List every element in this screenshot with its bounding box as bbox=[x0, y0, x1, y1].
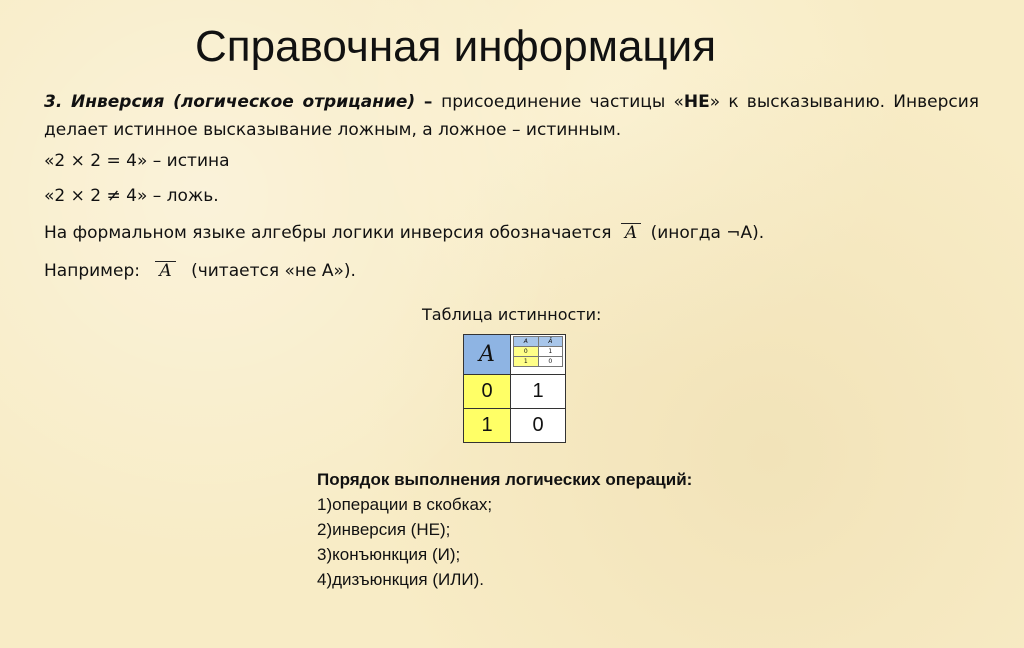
not-a-symbol: A bbox=[155, 261, 175, 280]
definition-text-1: присоединение частицы « bbox=[441, 92, 684, 112]
table-row bbox=[464, 375, 566, 409]
formal-notation-line bbox=[44, 223, 764, 243]
definition-ne: НЕ bbox=[683, 92, 710, 112]
list-item: 3)конъюнкция (И); bbox=[317, 545, 461, 564]
example-line bbox=[44, 261, 356, 281]
mini-cell: 0 bbox=[538, 357, 563, 367]
example-suffix: (читается «не А»). bbox=[191, 261, 356, 281]
table-header-a: A bbox=[464, 335, 511, 375]
formal-prefix: На формальном языке алгебры логики инверсия обозначается bbox=[44, 223, 612, 243]
definition-text-2: » к высказыванию. Инверсия делает истинное высказывание ложным, а ложное – истинным. bbox=[44, 92, 979, 140]
true-example: «2 × 2 = 4» – истина bbox=[44, 151, 230, 171]
truth-table bbox=[463, 334, 566, 443]
mini-cell: 1 bbox=[514, 357, 539, 367]
list-item: 1)операции в скобках; bbox=[317, 495, 493, 514]
false-example: «2 × 2 ≠ 4» – ложь. bbox=[44, 186, 219, 206]
example-prefix: Например: bbox=[44, 261, 140, 281]
mini-truth-table bbox=[513, 336, 563, 367]
table-cell-a: 0 bbox=[464, 375, 511, 409]
mini-cell: 0 bbox=[514, 347, 539, 357]
list-item: 2)инверсия (НЕ); bbox=[317, 520, 451, 539]
table-row bbox=[464, 409, 566, 443]
mini-header-not-a: Ā bbox=[538, 337, 563, 347]
order-list bbox=[317, 492, 709, 592]
table-header-mini bbox=[511, 335, 566, 375]
operation-order bbox=[317, 467, 709, 592]
table-cell-a: 1 bbox=[464, 409, 511, 443]
list-item: 4)дизъюнкция (ИЛИ). bbox=[317, 570, 484, 589]
truth-table-caption: Таблица истинности: bbox=[422, 305, 602, 324]
formal-suffix: (иногда ¬A). bbox=[650, 223, 765, 243]
mini-header-a: A bbox=[514, 337, 539, 347]
inversion-definition bbox=[44, 88, 979, 144]
mini-cell: 1 bbox=[538, 347, 563, 357]
definition-term: 3. Инверсия (логическое отрицание) bbox=[44, 92, 416, 112]
not-a-symbol: A bbox=[621, 223, 641, 242]
table-cell-not-a: 0 bbox=[511, 409, 566, 443]
order-heading: Порядок выполнения логических операций: bbox=[317, 470, 693, 489]
table-header-row bbox=[464, 335, 566, 375]
page-title: Справочная информация bbox=[195, 22, 717, 71]
definition-dash: – bbox=[415, 92, 442, 112]
table-cell-not-a: 1 bbox=[511, 375, 566, 409]
